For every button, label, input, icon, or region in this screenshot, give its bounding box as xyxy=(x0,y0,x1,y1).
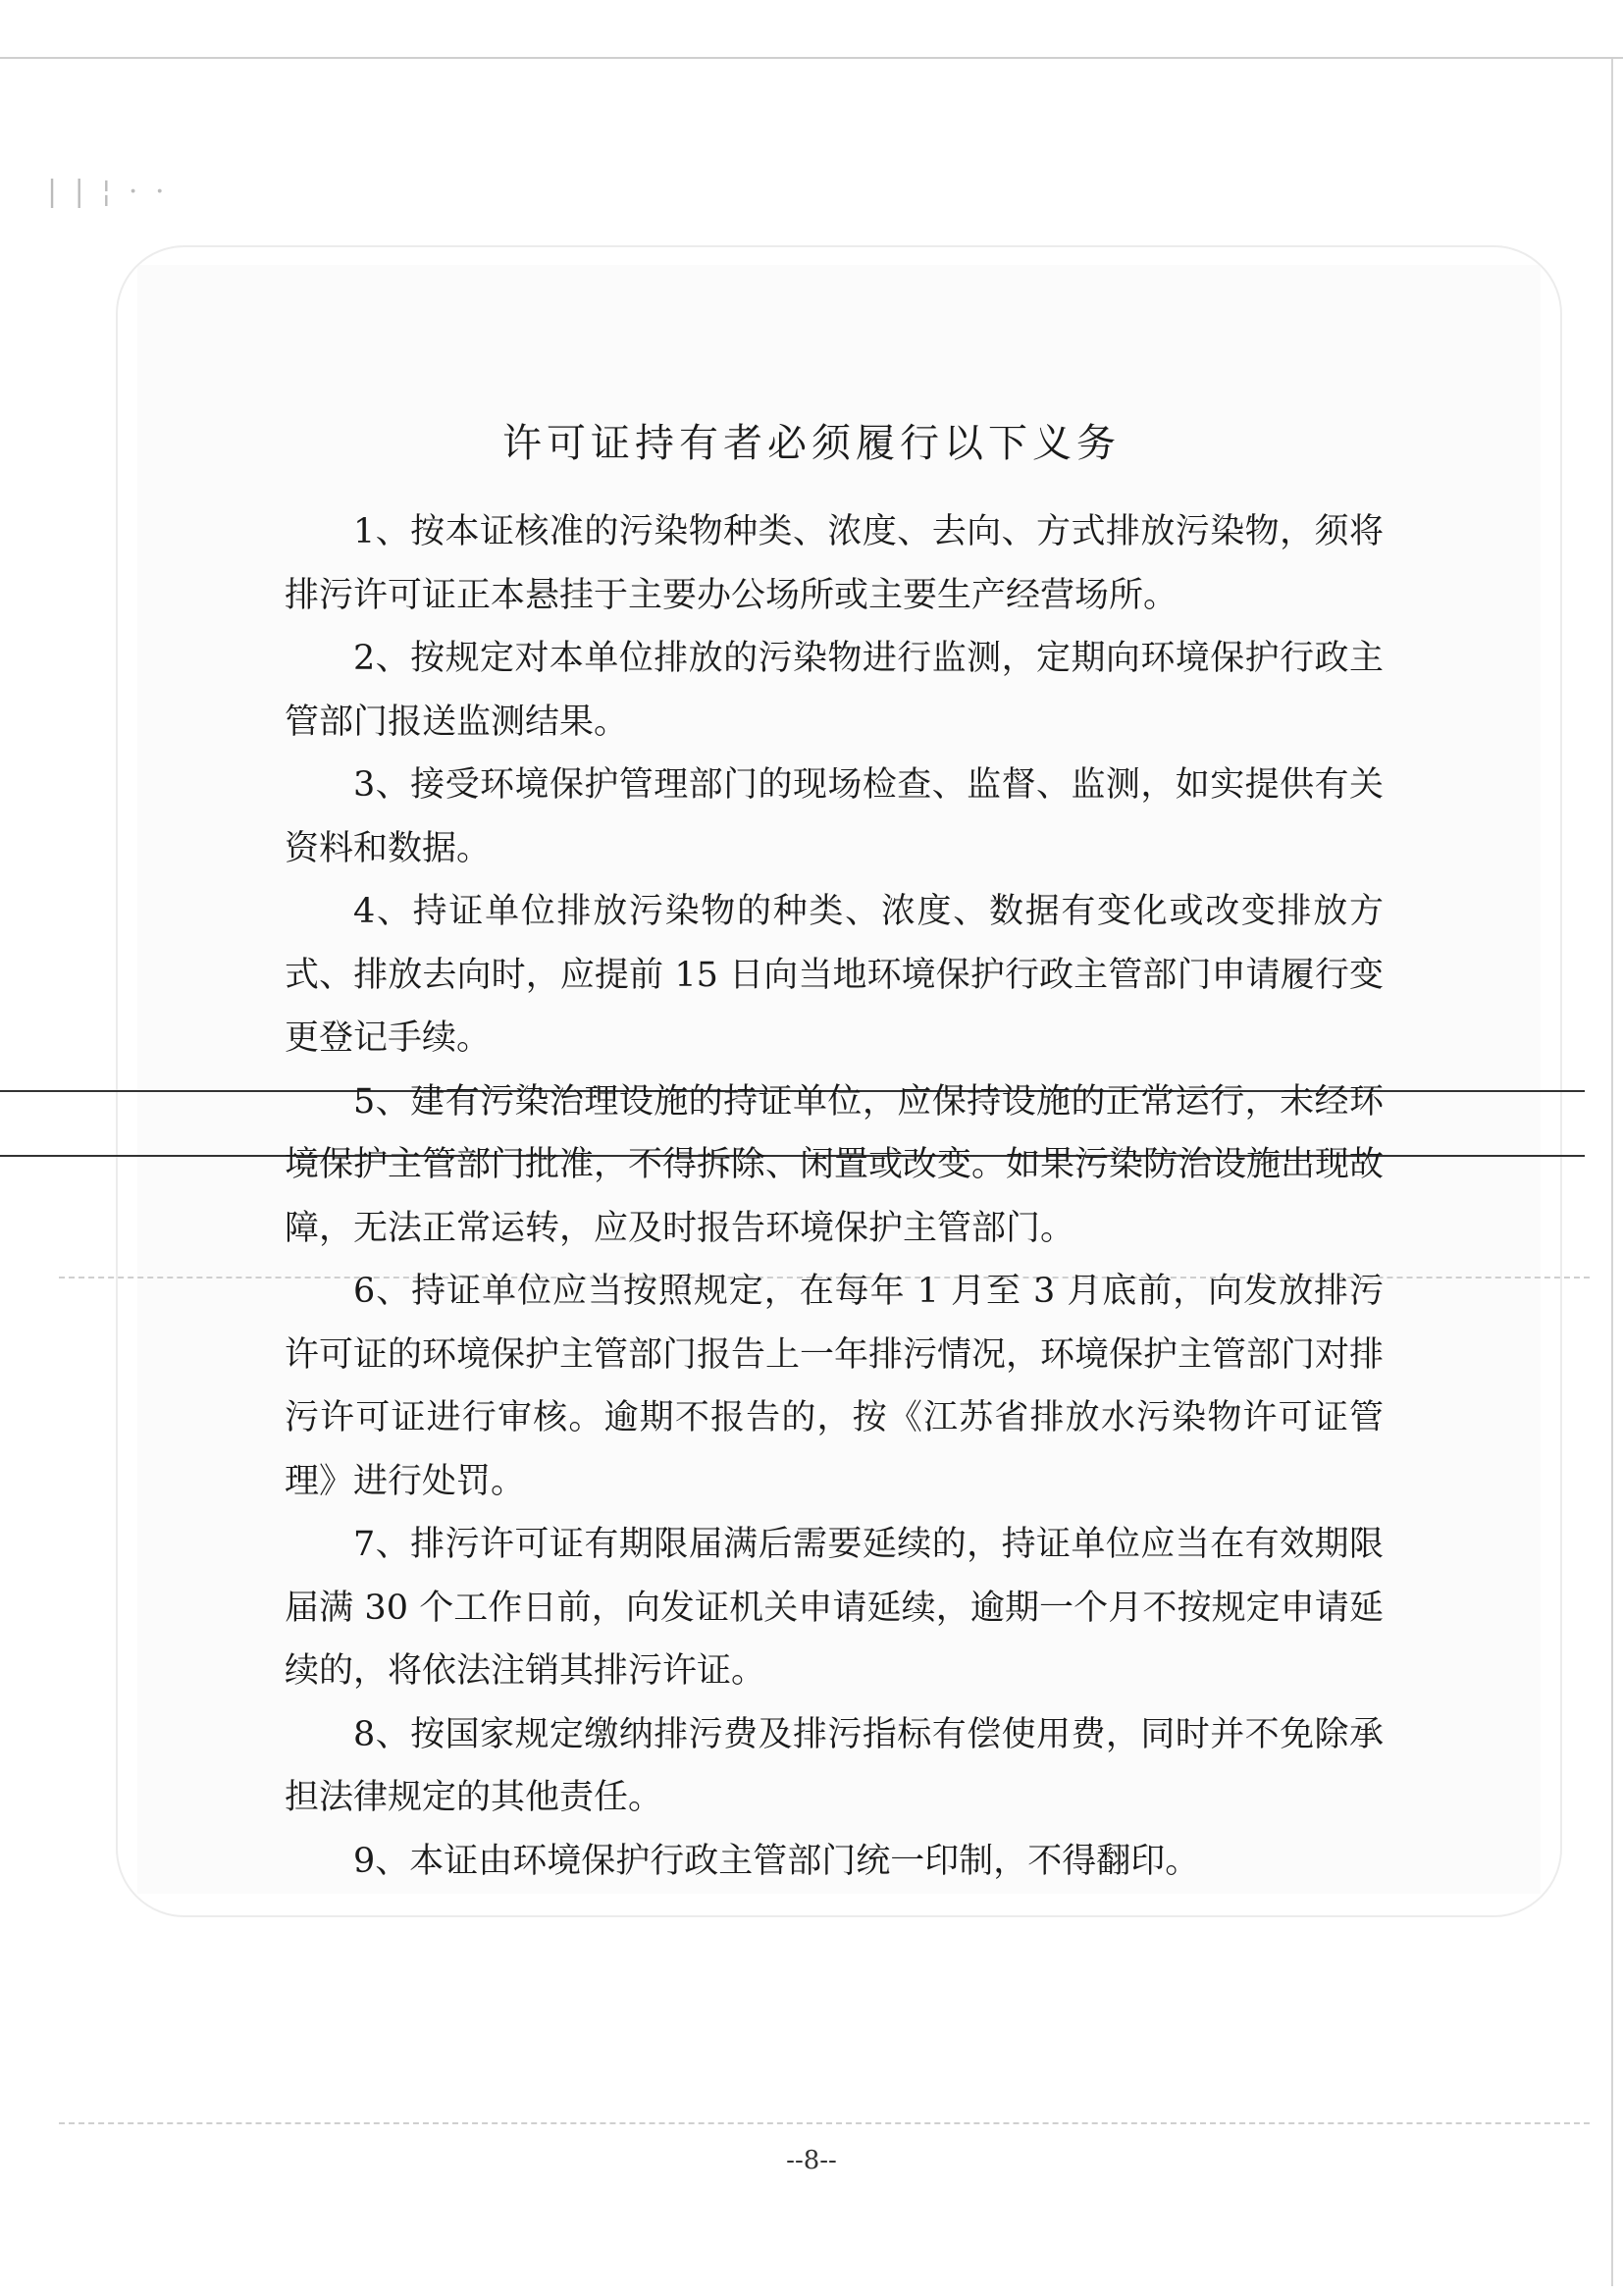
obligation-item-4: 4、持证单位排放污染物的种类、浓度、数据有变化或改变排放方式、排放去向时，应提前 15 日向当地环境保护行政主管部门申请履行变更登记手续。 xyxy=(285,892,1384,1058)
document-title: 许可证持有者必须履行以下义务 xyxy=(502,421,1121,466)
page-number: --8-- xyxy=(786,2146,837,2175)
obligation-item-7: 7、排污许可证有期限届满后需要延续的，持证单位应当在有效期限届满 30 个工作日前，向发证机关申请延续，逾期一个月不按规定申请延续的，将依法注销其排污许证。 xyxy=(285,1525,1384,1691)
obligation-item-3: 3、接受环境保护管理部门的现场检查、监督、监测，如实提供有关资料和数据。 xyxy=(285,765,1384,868)
scan-edge-right xyxy=(1611,59,1613,2286)
obligation-item-6: 6、持证单位应当按照规定，在每年 1 月至 3 月底前，向发放排污许可证的环境保护主管部门报告上一年排污情况，环境保护主管部门对排污许可证进行审核。逾期不报告的，按《江苏省排放水污染物许可证管理》进行处罚。 xyxy=(285,1272,1385,1501)
obligation-item-9: 9、本证由环境保护行政主管部门统一印制，不得翻印。 xyxy=(353,1841,1200,1881)
footer-fold-line xyxy=(59,2122,1590,2124)
obligation-item-1: 1、按本证核准的污染物种类、浓度、去向、方式排放污染物，须将排污许可证正本悬挂于主要办公场所或主要生产经营场所。 xyxy=(285,512,1384,615)
obligations-list xyxy=(285,500,1384,1893)
scan-edge-marks: | | ¦ · · xyxy=(47,175,169,209)
scan-edge-top xyxy=(0,57,1623,59)
obligation-item-2: 2、按规定对本单位排放的污染物进行监测，定期向环境保护行政主管部门报送监测结果。 xyxy=(285,639,1384,742)
obligation-item-8: 8、按国家规定缴纳排污费及排污指标有偿使用费，同时并不免除承担法律规定的其他责任。 xyxy=(285,1714,1384,1817)
obligation-item-5: 5、建有污染治理设施的持证单位，应保持设施的正常运行，未经环境保护主管部门批准，不得拆除、闲置或改变。如果污染防治设施出现故障，无法正常运转，应及时报告环境保护主管部门。 xyxy=(285,1081,1385,1248)
